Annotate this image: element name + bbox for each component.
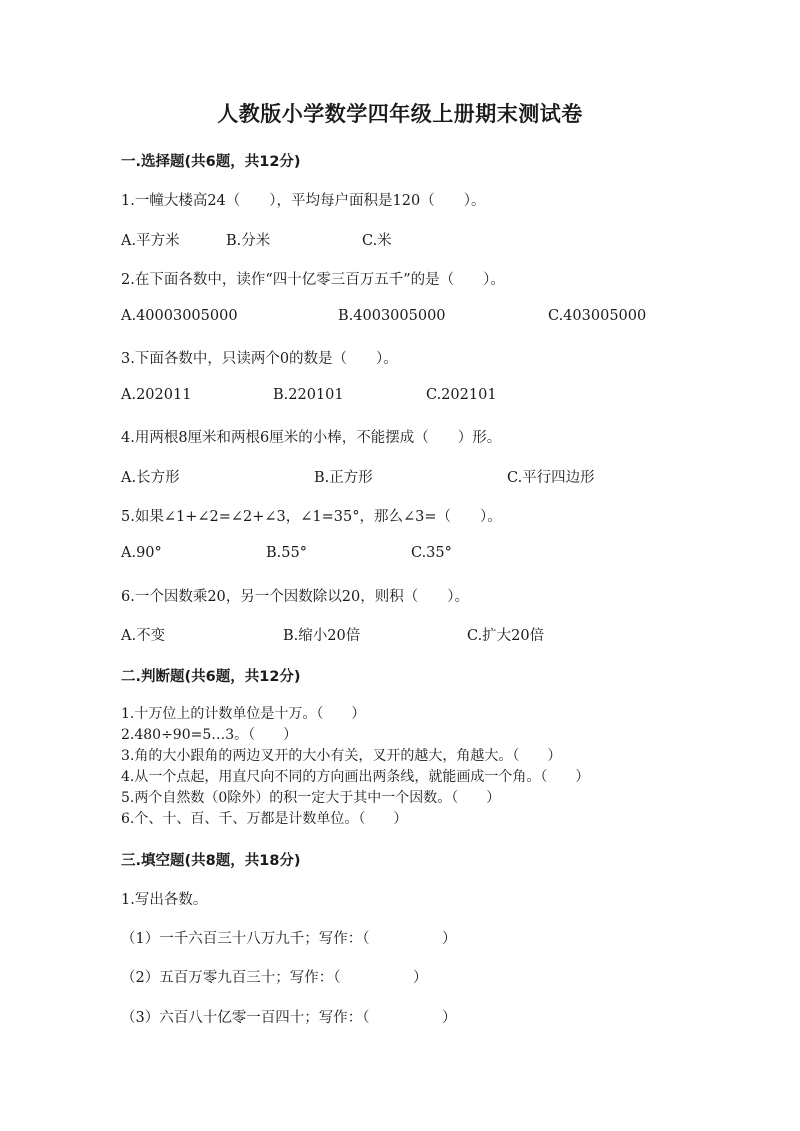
option-c[interactable]: C.平行四边形 <box>507 470 595 486</box>
section-heading-true-false: 二.判断题(共6题，共12分) <box>121 669 301 685</box>
tf-item-5: 5.两个自然数（0除外）的积一定大于其中一个因数。（ ） <box>121 790 501 806</box>
fill-sub-1: （1）一千六百三十八万九千；写作：（ ） <box>121 931 457 947</box>
question-4: 4.用两根8厘米和两根6厘米的小棒，不能摆成（ ）形。 <box>121 430 502 446</box>
option-b[interactable]: B.缩小20倍 <box>283 628 361 644</box>
tf-item-3: 3.角的大小跟角的两边叉开的大小有关，叉开的越大，角越大。（ ） <box>121 748 562 764</box>
option-a[interactable]: A.202011 <box>121 387 192 403</box>
option-c[interactable]: C.35° <box>411 545 452 561</box>
question-6: 6.一个因数乘20，另一个因数除以20，则积（ ）。 <box>121 589 469 605</box>
options-4 <box>121 466 741 486</box>
page-title: 人教版小学数学四年级上册期末测试卷 <box>217 102 583 126</box>
options-1 <box>121 229 741 249</box>
option-c[interactable]: C.扩大20倍 <box>467 628 545 644</box>
option-a[interactable]: A.平方米 <box>121 233 180 249</box>
section-heading-fill-blank: 三.填空题(共8题，共18分) <box>121 853 301 869</box>
question-3: 3.下面各数中，只读两个0的数是（ ）。 <box>121 351 398 367</box>
tf-item-4: 4.从一个点起，用直尺向不同的方向画出两条线，就能画成一个角。（ ） <box>121 769 590 785</box>
option-a[interactable]: A.长方形 <box>121 470 180 486</box>
question-2: 2.在下面各数中，读作“四十亿零三百万五千”的是（ ）。 <box>121 272 505 288</box>
option-a[interactable]: A.90° <box>121 545 162 561</box>
option-b[interactable]: B.55° <box>266 545 307 561</box>
section-heading-choice: 一.选择题(共6题，共12分) <box>121 154 301 170</box>
fill-question-1: 1.写出各数。 <box>121 892 208 908</box>
option-b[interactable]: B.正方形 <box>314 470 373 486</box>
option-a[interactable]: A.不变 <box>121 628 166 644</box>
option-a[interactable]: A.40003005000 <box>121 308 238 324</box>
fill-sub-3: （3）六百八十亿零一百四十；写作：（ ） <box>121 1010 457 1026</box>
option-b[interactable]: B.4003005000 <box>338 308 446 324</box>
tf-item-6: 6.个、十、百、千、万都是计数单位。（ ） <box>121 811 408 827</box>
option-c[interactable]: C.403005000 <box>548 308 647 324</box>
fill-sub-2: （2）五百万零九百三十；写作：（ ） <box>121 970 428 986</box>
question-1: 1.一幢大楼高24（ ），平均每户面积是120（ ）。 <box>121 193 486 209</box>
options-5 <box>121 545 741 565</box>
option-b[interactable]: B.220101 <box>273 387 344 403</box>
tf-item-1: 1.十万位上的计数单位是十万。（ ） <box>121 706 366 722</box>
options-2 <box>121 308 741 328</box>
tf-item-2: 2.480÷90=5…3。（ ） <box>121 727 298 743</box>
option-b[interactable]: B.分米 <box>226 233 271 249</box>
option-c[interactable]: C.202101 <box>426 387 497 403</box>
options-3 <box>121 387 741 407</box>
option-c[interactable]: C.米 <box>362 233 392 249</box>
options-6 <box>121 624 741 644</box>
question-5: 5.如果∠1+∠2=∠2+∠3，∠1=35°，那么∠3=（ ）。 <box>121 509 502 525</box>
